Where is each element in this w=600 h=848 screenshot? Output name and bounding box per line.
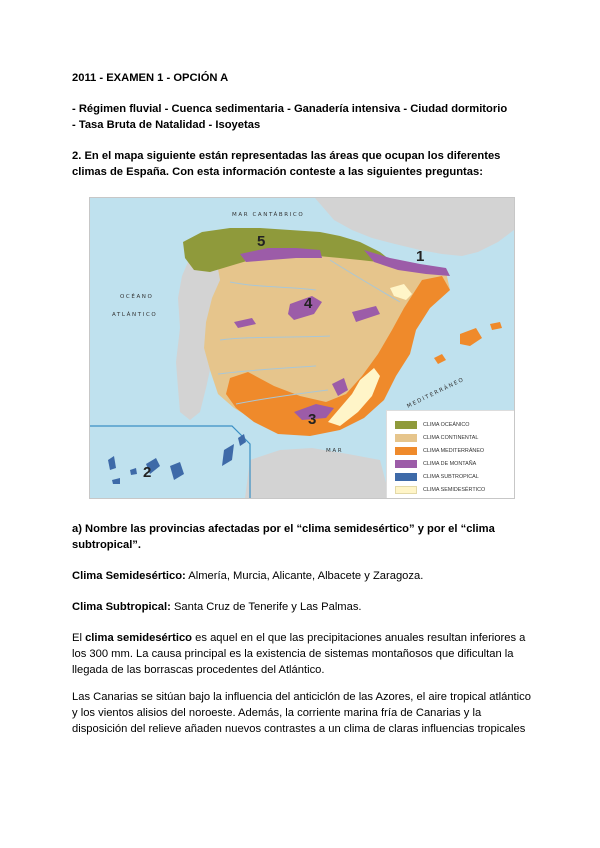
paragraph-2-line-2: y los vientos alisios del noroeste. Además, la corriente marina fría de Canarias y la: [72, 707, 482, 719]
canary-gomera: [130, 468, 137, 475]
question-2-line-1: 2. En el mapa siguiente están representadas las áreas que ocupan los diferentes: [72, 150, 501, 162]
legend-item-montana: [395, 458, 514, 470]
map-legend: [386, 410, 514, 498]
legend-label: CLIMA MEDITERRÁNEO: [423, 448, 485, 454]
canary-gran-canaria: [170, 462, 184, 480]
label-mar-cantabrico: MAR CANTÁBRICO: [232, 212, 305, 218]
legend-label: CLIMA DE MONTAÑA: [423, 461, 477, 467]
legend-label: CLIMA OCEÁNICO: [423, 422, 470, 428]
label-oceano: OCÉANO: [120, 294, 154, 300]
paragraph-1-line-3: llegada de las borrascas procedentes del Atlántico.: [72, 664, 325, 676]
paragraph-1-line-2: los 300 mm. La causa principal es la existencia de sistemas montañosos que dificultan la: [72, 648, 514, 660]
label-mar: MAR: [326, 448, 344, 454]
paragraph-1-bold: clima semidesértico: [85, 632, 193, 644]
label-atlantico: ATLÁNTICO: [112, 312, 158, 318]
canary-la-palma: [108, 456, 116, 470]
legend-item-continental: [395, 432, 514, 444]
paragraph-1-pre: El: [72, 632, 86, 644]
region-number-4: 4: [304, 295, 313, 312]
legend-swatch: [395, 447, 417, 455]
legend-item-semidesertico: [395, 484, 514, 496]
region-number-3: 3: [308, 411, 317, 428]
legend-label: CLIMA CONTINENTAL: [423, 435, 479, 441]
answer-semidesertico-label: Clima Semidesértico:: [72, 570, 186, 582]
label-mediterraneo: MEDITERRÁNEO: [406, 376, 466, 410]
terms-line-1: - Régimen fluvial - Cuenca sedimentaria - Ganadería intensiva - Ciudad dormitorio: [72, 103, 508, 115]
legend-swatch: [395, 473, 417, 481]
legend-item-subtropical: [395, 471, 514, 483]
terms-line-2: - Tasa Bruta de Natalidad - Isoyetas: [72, 119, 261, 131]
region-number-5: 5: [257, 233, 266, 250]
africa-landmass: [245, 448, 390, 498]
balearic-menorca: [490, 322, 502, 330]
canary-lanzarote: [238, 434, 246, 446]
paragraph-2-line-3: disposición del relieve añaden nuevos contrastes a un clima de claras influencias tropicales: [72, 723, 526, 735]
legend-label: CLIMA SUBTROPICAL: [423, 474, 479, 480]
region-number-2: 2: [143, 464, 152, 481]
exam-title: 2011 - EXAMEN 1 - OPCIÓN A: [72, 72, 229, 84]
answer-semidesertico-value: Almería, Murcia, Alicante, Albacete y Zaragoza.: [185, 570, 424, 582]
answer-subtropical-value: Santa Cruz de Tenerife y Las Palmas.: [170, 601, 362, 613]
legend-swatch: [395, 486, 417, 494]
canary-hierro: [112, 478, 120, 484]
balearic-ibiza: [434, 354, 446, 364]
answer-subtropical: [72, 599, 542, 615]
legend-swatch: [395, 434, 417, 442]
legend-item-oceanico: [395, 419, 514, 431]
canary-fuerteventura: [222, 444, 234, 466]
balearic-mallorca: [460, 328, 482, 346]
question-a-line-2: subtropical”.: [72, 539, 141, 551]
legend-label: CLIMA SEMIDESÉRTICO: [423, 487, 486, 493]
canary-islands: [108, 434, 246, 484]
paragraph-1-post: es aquel en el que las precipitaciones anuales resultan inferiores a: [192, 632, 526, 644]
question-2-line-2: climas de España. Con esta información conteste a las siguientes preguntas:: [72, 166, 483, 178]
region-number-1: 1: [416, 248, 425, 265]
paragraph-2-line-1: Las Canarias se sitúan bajo la influencia del anticiclón de las Azores, el aire tropical atlántico: [72, 691, 531, 703]
legend-swatch: [395, 421, 417, 429]
answer-semidesertico: [72, 568, 542, 584]
spain-climate-map: [89, 197, 515, 499]
question-a-line-1: a) Nombre las provincias afectadas por el “clima semidesértico” y por el “clima: [72, 523, 495, 535]
legend-swatch: [395, 460, 417, 468]
legend-item-mediterraneo: [395, 445, 514, 457]
answer-subtropical-label: Clima Subtropical:: [72, 601, 171, 613]
paragraph-1-line-1: [72, 630, 542, 646]
